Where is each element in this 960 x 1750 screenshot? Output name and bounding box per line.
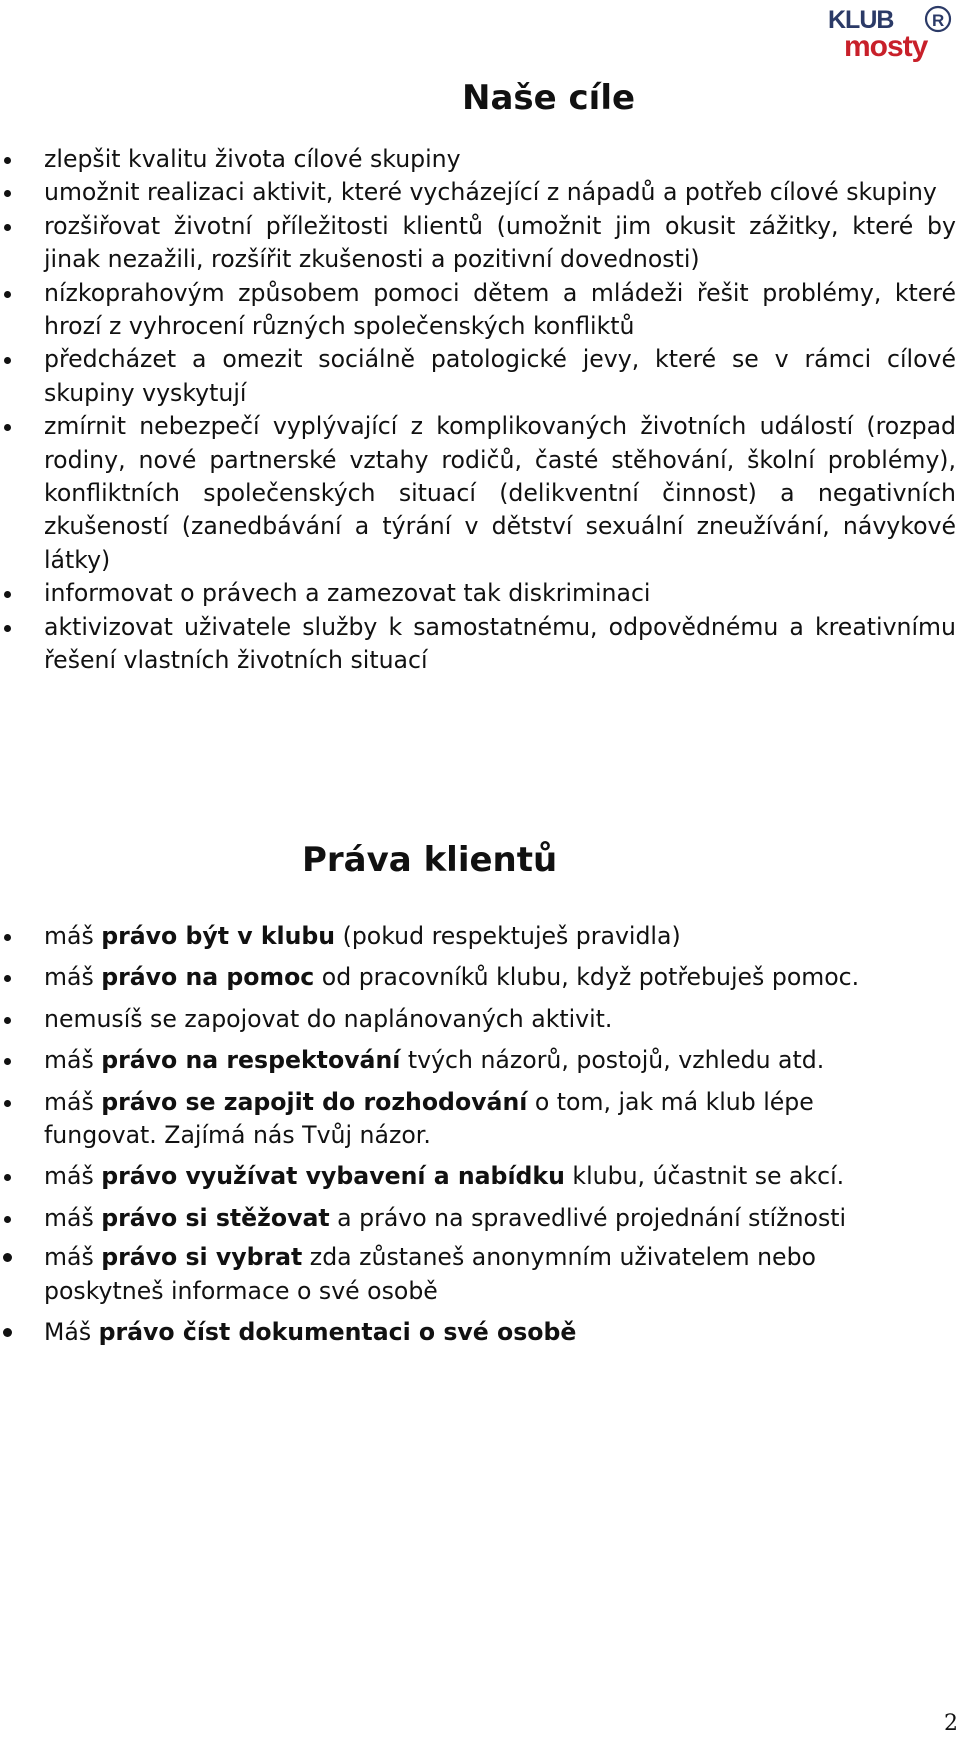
bullet-icon	[4, 291, 11, 298]
right-text-post: o tom, jak má klub lépe fungovat. Zajímá nás Tvůj názor.	[44, 1087, 814, 1150]
bullet-icon	[4, 975, 11, 982]
right-text-post: a právo na spravedlivé projednání stížnosti	[329, 1203, 847, 1232]
goal-text: předcházet a omezit sociálně patologické jevy, které se v rámci cílové skupiny vyskytují	[44, 345, 956, 407]
right-text-pre: máš	[44, 963, 102, 992]
right-text-bold: právo na pomoc	[101, 963, 315, 992]
right-item	[0, 1316, 900, 1349]
bullet-icon	[4, 934, 11, 941]
right-text-post: zda zůstaneš anonymním uživatelem nebo poskytneš informace o své osobě	[44, 1243, 816, 1305]
goal-text: zlepšit kvalitu života cílové skupiny	[44, 145, 461, 173]
goal-item	[0, 343, 960, 410]
right-item	[0, 920, 900, 953]
goal-item	[0, 277, 960, 344]
right-text-pre: máš	[44, 1243, 102, 1272]
right-item	[0, 1044, 900, 1077]
right-item	[0, 1241, 900, 1308]
rights-list	[0, 920, 900, 1349]
goal-text: rozšiřovat životní příležitosti klientů (umožnit jim okusit zážitky, které by jinak nezažili, rozšířit zkušenosti a pozitivní dovednosti)	[44, 211, 956, 274]
right-text-pre: máš	[44, 1087, 102, 1116]
right-text-post: (pokud respektuješ pravidla)	[335, 922, 681, 950]
bullet-icon	[4, 1058, 11, 1065]
right-text-post: tvých názorů, postojů, vzhledu atd.	[400, 1046, 825, 1075]
goal-item	[0, 410, 960, 577]
bullet-icon	[4, 224, 11, 231]
goal-text: umožnit realizaci aktivit, které vycházející z nápadů a potřeb cílové skupiny	[44, 178, 937, 207]
bullet-icon	[4, 1174, 11, 1181]
right-text-pre: máš	[44, 922, 102, 950]
bullet-icon	[4, 1017, 11, 1024]
goal-item	[0, 577, 960, 610]
right-text-post: od pracovníků klubu, když potřebuješ pomoc.	[314, 963, 860, 992]
right-item	[0, 1003, 900, 1036]
rights-heading: Práva klientů	[302, 840, 558, 880]
goals-list	[0, 143, 960, 678]
right-text-pre: máš	[44, 1162, 102, 1191]
right-text-bold: právo si vybrat	[101, 1243, 303, 1272]
goal-item	[0, 210, 960, 277]
right-text-bold: právo být v klubu	[101, 922, 336, 950]
right-text-pre: máš	[44, 1203, 102, 1232]
right-item	[0, 1086, 900, 1153]
right-item	[0, 1160, 900, 1193]
bullet-icon	[3, 1328, 12, 1337]
klub-mosty-logo	[826, 2, 954, 66]
goal-text: nízkoprahovým způsobem pomoci dětem a mládeži řešit problémy, které hrozí z vyhrocení různých společenských konfliktů	[44, 278, 956, 341]
registered-mark-letter: R	[932, 11, 945, 30]
bullet-icon	[4, 357, 11, 364]
goal-text: zmírnit nebezpečí vyplývající z komplikovaných životních událostí (rozpad rodiny, nové partnerské vztahy rodičů, časté stěhování, školní problémy), konfliktních společenských situací (delikventní činnost) a negativních zkušeností (zanedbávání a týrání v dětství sexuální zneužívání, návykové látky)	[44, 412, 956, 574]
goals-heading: Naše cíle	[462, 78, 636, 118]
goal-text: informovat o právech a zamezovat tak diskriminaci	[44, 579, 651, 608]
right-item	[0, 1202, 900, 1235]
right-text-bold: právo se zapojit do rozhodování	[101, 1087, 528, 1116]
page-number: 2	[944, 1711, 958, 1736]
right-text-pre: máš	[44, 1046, 102, 1075]
goal-item	[0, 143, 960, 176]
goal-text: aktivizovat uživatele služby k samostatnému, odpovědnému a kreativnímu řešení vlastních životních situací	[44, 612, 956, 675]
bullet-icon	[4, 1216, 11, 1223]
right-text-bold: právo na respektování	[101, 1046, 401, 1075]
bullet-icon	[4, 190, 11, 197]
right-text-pre: Máš	[44, 1318, 99, 1347]
logo-mosty-text: mosty	[844, 30, 928, 63]
bullet-icon	[4, 157, 11, 164]
goal-item	[0, 176, 960, 209]
bullet-icon	[4, 625, 11, 632]
bullet-icon	[3, 1253, 12, 1262]
right-text-post: klubu, účastnit se akcí.	[564, 1162, 845, 1191]
right-text-bold: právo si stěžovat	[101, 1203, 330, 1232]
right-item	[0, 961, 900, 994]
bullet-icon	[4, 424, 11, 431]
bullet-icon	[4, 1100, 11, 1107]
logo-klub-text: KLUB	[828, 6, 894, 34]
right-text-bold: právo číst dokumentaci o své osobě	[98, 1318, 577, 1347]
right-text-pre: nemusíš se zapojovat do naplánovaných aktivit.	[44, 1004, 613, 1033]
bullet-icon	[4, 591, 11, 598]
right-text-bold: právo využívat vybavení a nabídku	[101, 1162, 565, 1191]
goal-item	[0, 611, 960, 678]
